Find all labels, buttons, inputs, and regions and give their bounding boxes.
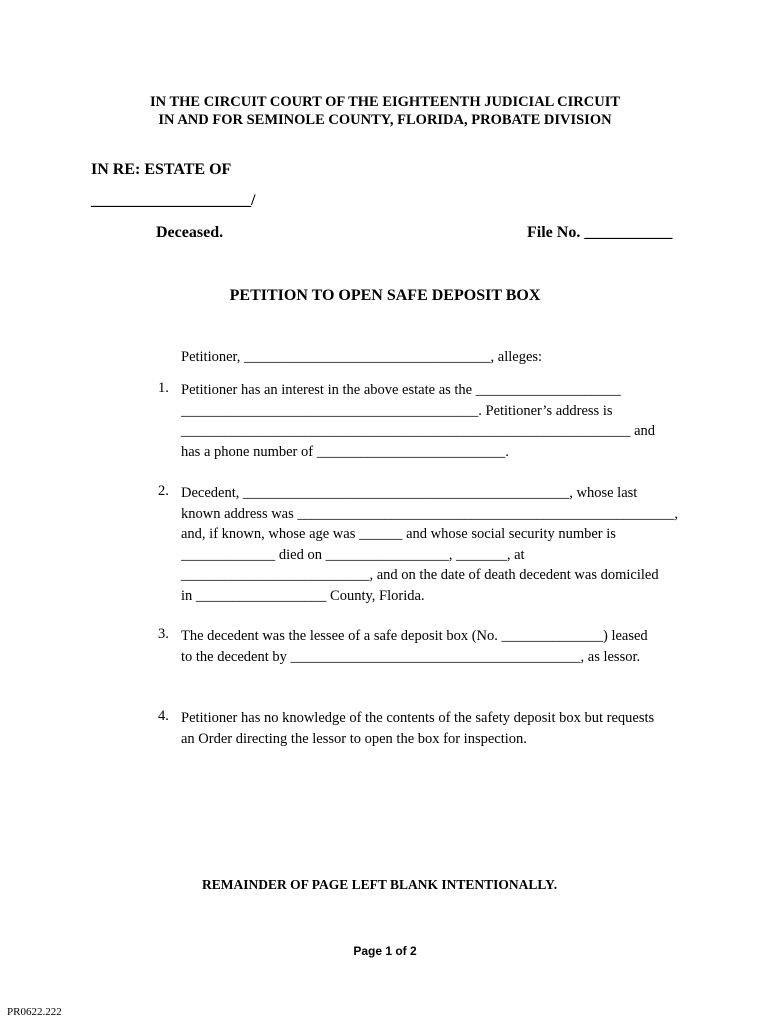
petitioner-intro: Petitioner, __________________________________, alleges: — [181, 349, 543, 365]
paragraph-4-line: Petitioner has no knowledge of the contents of the safety deposit box but requests — [181, 710, 655, 726]
paragraph-1-line: has a phone number of __________________________. — [181, 443, 509, 460]
court-heading-line-1: IN THE CIRCUIT COURT OF THE EIGHTEENTH JUDICIAL CIRCUIT — [149, 94, 621, 110]
paragraph-2-line: and, if known, whose age was ______ and whose social security number is — [181, 526, 616, 542]
paragraph-2-line: in __________________ County, Florida. — [181, 587, 425, 604]
document-title: PETITION TO OPEN SAFE DEPOSIT BOX — [229, 287, 541, 304]
paragraph-2-line: __________________________, and on the date of death decedent was domiciled — [181, 567, 659, 583]
court-heading-line-2: IN AND FOR SEMINOLE COUNTY, FLORIDA, PROBATE DIVISION — [158, 112, 612, 128]
in-re-estate: IN RE: ESTATE OF — [91, 161, 232, 178]
page-number: Page 1 of 2 — [353, 944, 417, 958]
paragraph-3-line: The decedent was the lessee of a safe deposit box (No. ______________) leased — [181, 628, 648, 644]
paragraph-3-number: 3. — [158, 626, 169, 642]
paragraph-2 — [181, 483, 678, 606]
paragraph-1-line: ______________________________________________________________ and — [181, 423, 656, 439]
paragraph-1-line: _________________________________________. Petitioner’s address is — [181, 402, 613, 419]
form-code: PR0622.222 — [7, 1006, 62, 1018]
paragraph-2-line: _____________ died on _________________, _______, at — [181, 546, 525, 563]
paragraph-4-line: an Order directing the lessor to open the box for inspection. — [181, 731, 527, 747]
remainder-notice: REMAINDER OF PAGE LEFT BLANK INTENTIONALLY. — [202, 877, 558, 892]
paragraph-2-line: Decedent, _____________________________________________, whose last — [181, 485, 638, 501]
paragraph-2-line: known address was ____________________________________________________, — [181, 505, 679, 522]
file-number: File No. ___________ — [527, 224, 673, 241]
paragraph-2-number: 2. — [158, 483, 169, 499]
paragraph-4 — [181, 708, 654, 750]
deceased-label: Deceased. — [156, 224, 224, 241]
paragraph-4-number: 4. — [158, 708, 169, 724]
estate-name-line: ____________________/ — [91, 192, 256, 209]
paragraph-1-number: 1. — [158, 380, 169, 396]
paragraph-1-line: Petitioner has an interest in the above estate as the ____________________ — [181, 382, 621, 398]
paragraph-1 — [181, 380, 655, 462]
paragraph-3-line: to the decedent by ________________________________________, as lessor. — [181, 649, 641, 665]
paragraph-3 — [181, 626, 648, 668]
